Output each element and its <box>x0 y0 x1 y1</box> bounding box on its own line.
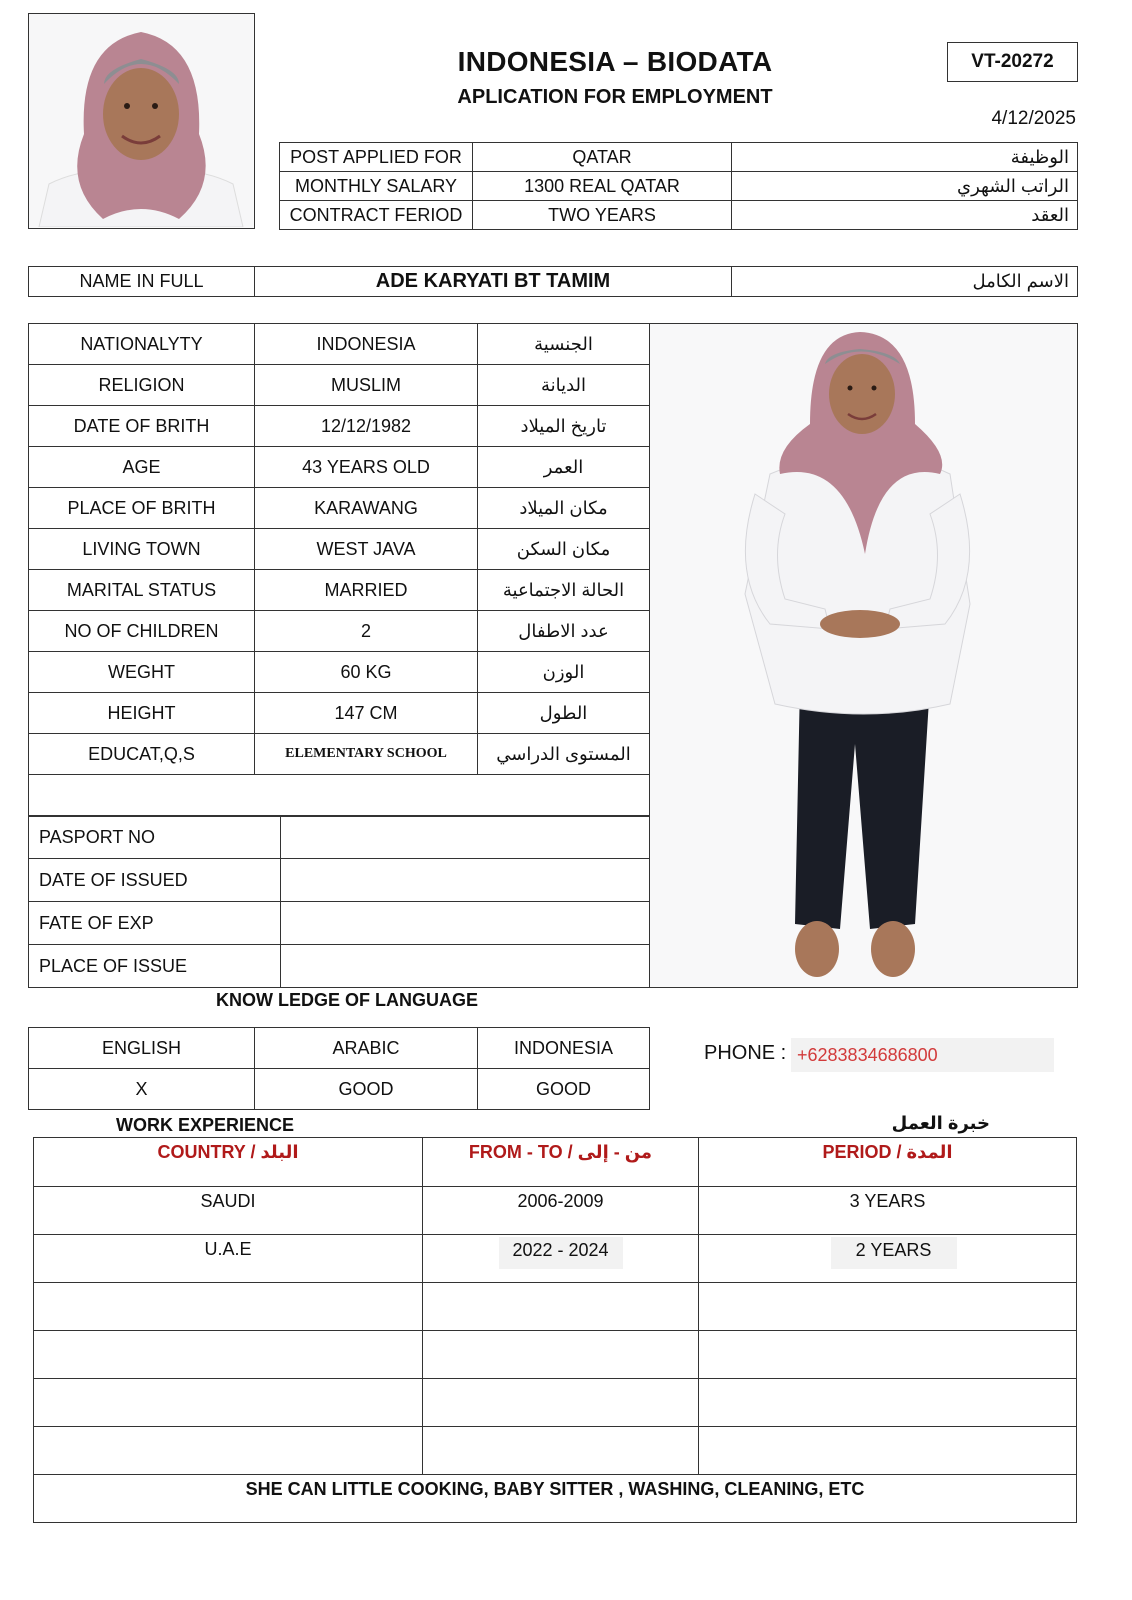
work-heading: WORK EXPERIENCE <box>116 1115 295 1135</box>
personal-label-arabic: تاريخ الميلاد <box>478 406 650 447</box>
job-value: TWO YEARS <box>473 201 732 230</box>
personal-value: KARAWANG <box>255 488 478 529</box>
table-row <box>29 570 650 611</box>
personal-value: 147 CM <box>255 693 478 734</box>
language-level: GOOD <box>255 1069 478 1110</box>
table-row <box>29 406 650 447</box>
personal-label-arabic: عدد الاطفال <box>478 611 650 652</box>
work-dates <box>423 1283 699 1331</box>
personal-label: HEIGHT <box>29 693 255 734</box>
phone-label: PHONE : <box>704 1042 787 1064</box>
table-row-spacer <box>29 775 650 817</box>
work-dates: 2022 - 2024 <box>499 1237 623 1269</box>
personal-label: DATE OF BRITH <box>29 406 255 447</box>
job-label-arabic: العقد <box>732 201 1078 230</box>
portrait-photo <box>28 13 255 229</box>
work-country <box>34 1427 423 1475</box>
passport-table <box>28 815 650 988</box>
portrait-illustration <box>29 14 253 227</box>
table-row <box>29 734 650 775</box>
full-name: ADE KARYATI BT TAMIM <box>255 267 732 297</box>
job-value: 1300 REAL QATAR <box>473 172 732 201</box>
skills-summary: SHE CAN LITTLE COOKING, BABY SITTER , WASHING, CLEANING, ETC <box>34 1475 1077 1523</box>
work-header-period: PERIOD / المدة <box>699 1138 1077 1187</box>
personal-label-arabic: مكان الميلاد <box>478 488 650 529</box>
table-row <box>34 1138 1077 1187</box>
personal-value: 12/12/1982 <box>255 406 478 447</box>
table-row <box>29 611 650 652</box>
personal-label: EDUCAT,Q,S <box>29 734 255 775</box>
job-label-arabic: الوظيفة <box>732 143 1078 172</box>
work-period <box>699 1379 1077 1427</box>
work-country <box>34 1283 423 1331</box>
passport-value <box>281 859 650 902</box>
table-row <box>34 1235 1077 1283</box>
work-period: 2 YEARS <box>831 1237 957 1269</box>
personal-table <box>28 323 650 817</box>
language-header: INDONESIA <box>478 1028 650 1069</box>
personal-label-arabic: العمر <box>478 447 650 488</box>
personal-label: MARITAL STATUS <box>29 570 255 611</box>
personal-label: RELIGION <box>29 365 255 406</box>
table-row <box>29 693 650 734</box>
personal-value: 60 KG <box>255 652 478 693</box>
full-body-photo <box>649 323 1078 988</box>
work-country: SAUDI <box>34 1187 423 1235</box>
page-subtitle: APLICATION FOR EMPLOYMENT <box>457 86 773 108</box>
work-period <box>699 1427 1077 1475</box>
full-body-illustration <box>650 324 1076 986</box>
job-label: POST APPLIED FOR <box>280 143 473 172</box>
work-country: U.A.E <box>34 1235 423 1283</box>
job-label: MONTHLY SALARY <box>280 172 473 201</box>
table-row <box>29 365 650 406</box>
table-row <box>34 1475 1077 1523</box>
personal-label-arabic: الحالة الاجتماعية <box>478 570 650 611</box>
work-header-dates: FROM - TO / من - إلى <box>423 1138 699 1187</box>
passport-label: DATE OF ISSUED <box>29 859 281 902</box>
job-table <box>279 142 1078 230</box>
reference-code: VT-20272 <box>947 42 1078 82</box>
personal-label-arabic: الديانة <box>478 365 650 406</box>
table-row <box>34 1283 1077 1331</box>
work-period: 3 YEARS <box>699 1187 1077 1235</box>
table-row <box>280 201 1078 230</box>
table-row <box>29 447 650 488</box>
personal-value: MARRIED <box>255 570 478 611</box>
work-table <box>33 1137 1077 1523</box>
work-dates <box>423 1427 699 1475</box>
table-row <box>280 143 1078 172</box>
personal-label: NO OF CHILDREN <box>29 611 255 652</box>
table-row <box>29 816 650 859</box>
table-row <box>34 1331 1077 1379</box>
table-row <box>29 488 650 529</box>
personal-label-arabic: المستوى الدراسي <box>478 734 650 775</box>
table-row <box>34 1427 1077 1475</box>
work-country <box>34 1379 423 1427</box>
language-header: ENGLISH <box>29 1028 255 1069</box>
personal-label: LIVING TOWN <box>29 529 255 570</box>
table-row <box>29 902 650 945</box>
personal-value: INDONESIA <box>255 324 478 365</box>
table-row <box>29 267 1078 297</box>
personal-label: NATIONALYTY <box>29 324 255 365</box>
table-row <box>29 324 650 365</box>
passport-label: PASPORT NO <box>29 816 281 859</box>
work-country <box>34 1331 423 1379</box>
personal-label: AGE <box>29 447 255 488</box>
name-label-arabic: الاسم الكامل <box>732 267 1078 297</box>
passport-value <box>281 816 650 859</box>
job-label-arabic: الراتب الشهري <box>732 172 1078 201</box>
work-dates: 2006-2009 <box>423 1187 699 1235</box>
work-dates <box>423 1331 699 1379</box>
language-heading: KNOW LEDGE OF LANGUAGE <box>216 990 478 1010</box>
personal-label-arabic: مكان السكن <box>478 529 650 570</box>
personal-label-arabic: الوزن <box>478 652 650 693</box>
passport-value <box>281 902 650 945</box>
passport-label: PLACE OF ISSUE <box>29 945 281 988</box>
table-row <box>29 859 650 902</box>
work-dates <box>423 1379 699 1427</box>
name-table <box>28 266 1078 297</box>
personal-label: PLACE OF BRITH <box>29 488 255 529</box>
name-label: NAME IN FULL <box>29 267 255 297</box>
empty-cell <box>29 775 650 817</box>
table-row <box>34 1379 1077 1427</box>
page-title: INDONESIA – BIODATA <box>457 46 773 77</box>
phone-number: +6283834686800 <box>791 1038 1054 1072</box>
table-row <box>29 945 650 988</box>
document-date: 4/12/2025 <box>991 108 1076 129</box>
personal-value: MUSLIM <box>255 365 478 406</box>
personal-label-arabic: الجنسية <box>478 324 650 365</box>
personal-value: 43 YEARS OLD <box>255 447 478 488</box>
passport-label: FATE OF EXP <box>29 902 281 945</box>
personal-value: WEST JAVA <box>255 529 478 570</box>
work-heading-arabic: خبرة العمل <box>891 1113 990 1133</box>
table-row <box>34 1187 1077 1235</box>
personal-label: WEGHT <box>29 652 255 693</box>
work-header-country: COUNTRY / البلد <box>34 1138 423 1187</box>
table-row <box>29 1028 650 1069</box>
table-row <box>29 652 650 693</box>
language-table <box>28 1027 650 1110</box>
language-level: X <box>29 1069 255 1110</box>
table-row <box>29 529 650 570</box>
job-value: QATAR <box>473 143 732 172</box>
personal-value: 2 <box>255 611 478 652</box>
table-row <box>280 172 1078 201</box>
passport-value <box>281 945 650 988</box>
work-period <box>699 1331 1077 1379</box>
table-row <box>29 1069 650 1110</box>
language-level: GOOD <box>478 1069 650 1110</box>
job-label: CONTRACT FERIOD <box>280 201 473 230</box>
work-period <box>699 1283 1077 1331</box>
language-header: ARABIC <box>255 1028 478 1069</box>
personal-label-arabic: الطول <box>478 693 650 734</box>
personal-value: ELEMENTARY SCHOOL <box>255 734 478 775</box>
